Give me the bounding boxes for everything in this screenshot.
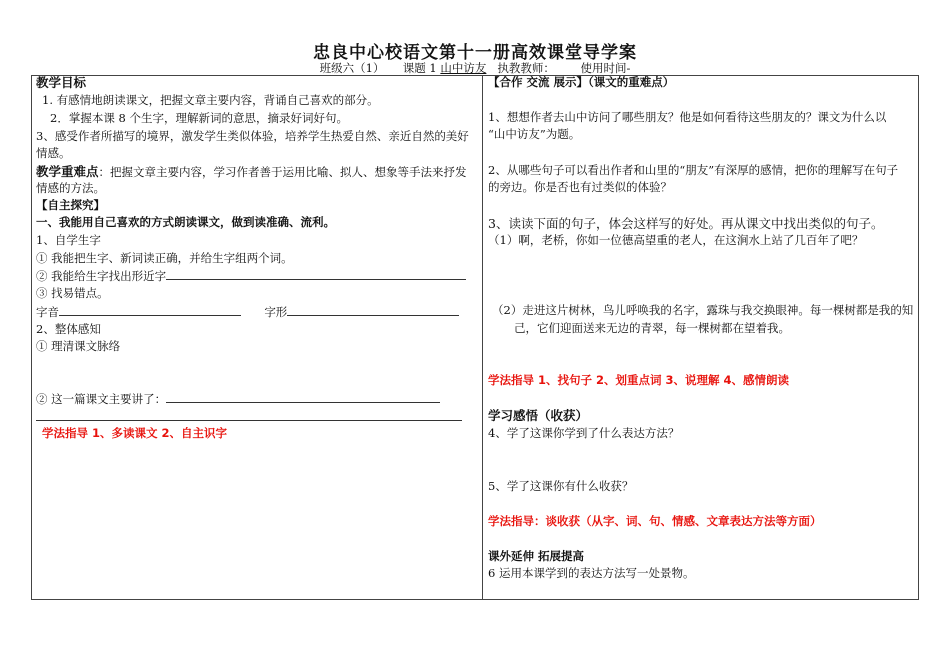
key-points-text: ：把握文章主要内容，学习作者善于运用比喻、拟人、想象等手法来抒发 <box>98 165 467 179</box>
question-4: 4、学了这课你学到了什么表达方法？ <box>488 426 680 440</box>
answer-line-main-idea-2 <box>36 420 462 421</box>
lesson-prefix: 课题 1 <box>402 61 441 75</box>
question-2-line1: 2、从哪些句子可以看出作者和山里的“朋友”有深厚的感情，把你的理解写在句子 <box>488 163 899 177</box>
insight-heading: 学习感悟（收获） <box>488 408 589 423</box>
item-3: ③ 找易错点。 <box>36 286 109 300</box>
question-5: 5、学了这课你有什么收获？ <box>488 479 634 493</box>
question-3-sentence-2-line1: （2）走进这片树林，鸟儿呼唤我的名字，露珠与我交换眼神。每一棵树都是我的知 <box>492 303 914 317</box>
class-info: 班级六（1） <box>319 61 385 75</box>
time-info: 使用时间- <box>580 61 631 75</box>
page-title: 忠良中心校语文第十一册高效课堂导学案 <box>313 43 637 63</box>
item-2: ② 我能给生字找出形近字 <box>36 269 167 283</box>
question-3-sentence-1: （1）啊，老桥，你如一位德高望重的老人，在这涧水上站了几百年了吧？ <box>488 233 864 247</box>
question-6: 6 运用本课学到的表达方法写一处景物。 <box>488 566 695 580</box>
goal-3-line1: 3、感受作者所描写的境界，激发学生类似体验，培养学生热爱自然、亲近自然的美好 <box>36 129 469 143</box>
sub-heading-2: 2、整体感知 <box>36 322 101 336</box>
answer-line-sound <box>59 303 241 316</box>
cooperate-heading: 【合作 交流 展示】（课文的重难点） <box>488 75 675 89</box>
answer-line-shape <box>287 303 459 316</box>
method-guide-right-1: 学法指导 1、找句子 2、划重点词 3、说理解 4、感情朗读 <box>488 373 790 387</box>
teacher-info: 执教教师： <box>497 61 555 75</box>
question-1-line1: 1、想想作者去山中访问了哪些朋友？他是如何看待这些朋友的？课文为什么以 <box>488 110 887 124</box>
question-3: 3、读读下面的句子，体会这样写的好处。再从课文中找出类似的句子。 <box>488 216 884 231</box>
sub-heading-1: 1、自学生字 <box>36 233 101 247</box>
sound-label: 字音 <box>36 305 59 319</box>
answer-line-main-idea <box>166 390 440 403</box>
extend-heading: 课外延伸 拓展提高 <box>488 549 585 563</box>
question-1-line2: “山中访友”为题。 <box>488 127 581 141</box>
question-2-line2: 的旁边。你是否也有过类似的体验？ <box>488 180 672 194</box>
key-points-text-2: 情感的方法。 <box>36 181 105 195</box>
key-points-label: 教学重难点 <box>36 164 99 179</box>
item-5: ② 这一篇课文主要讲了： <box>36 392 167 406</box>
task-1: 一、我能用自己喜欢的方式朗读课文，做到读准确、流利。 <box>36 215 335 229</box>
goal-1: 1. 有感情地朗读课文，把握文章主要内容，背诵自己喜欢的部分。 <box>42 93 379 107</box>
goal-3-line2: 情感。 <box>36 146 71 160</box>
method-guide-right-2: 学法指导：谈收获（从字、词、句、情感、文章表达方法等方面） <box>488 514 822 528</box>
shape-label: 字形 <box>264 305 288 319</box>
goals-heading: 教学目标 <box>36 75 87 90</box>
goal-2: 2．掌握本课 8 个生字，理解新词的意思，摘录好词好句。 <box>50 111 348 125</box>
lesson-title: 山中访友 <box>440 61 487 75</box>
question-3-sentence-2-line2: 己，它们迎面送来无边的青翠，每一棵树都在望着我。 <box>514 321 790 335</box>
method-guide-left: 学法指导 1、多读课文 2、自主识字 <box>42 426 228 440</box>
answer-line-similar <box>166 267 466 280</box>
self-explore-heading: 【自主探究】 <box>36 198 105 212</box>
item-4: ① 理清课文脉络 <box>36 339 121 353</box>
lesson-info <box>0 60 950 76</box>
column-divider <box>482 75 483 600</box>
item-1: ① 我能把生字、新词读正确，并给生字组两个词。 <box>36 251 293 265</box>
